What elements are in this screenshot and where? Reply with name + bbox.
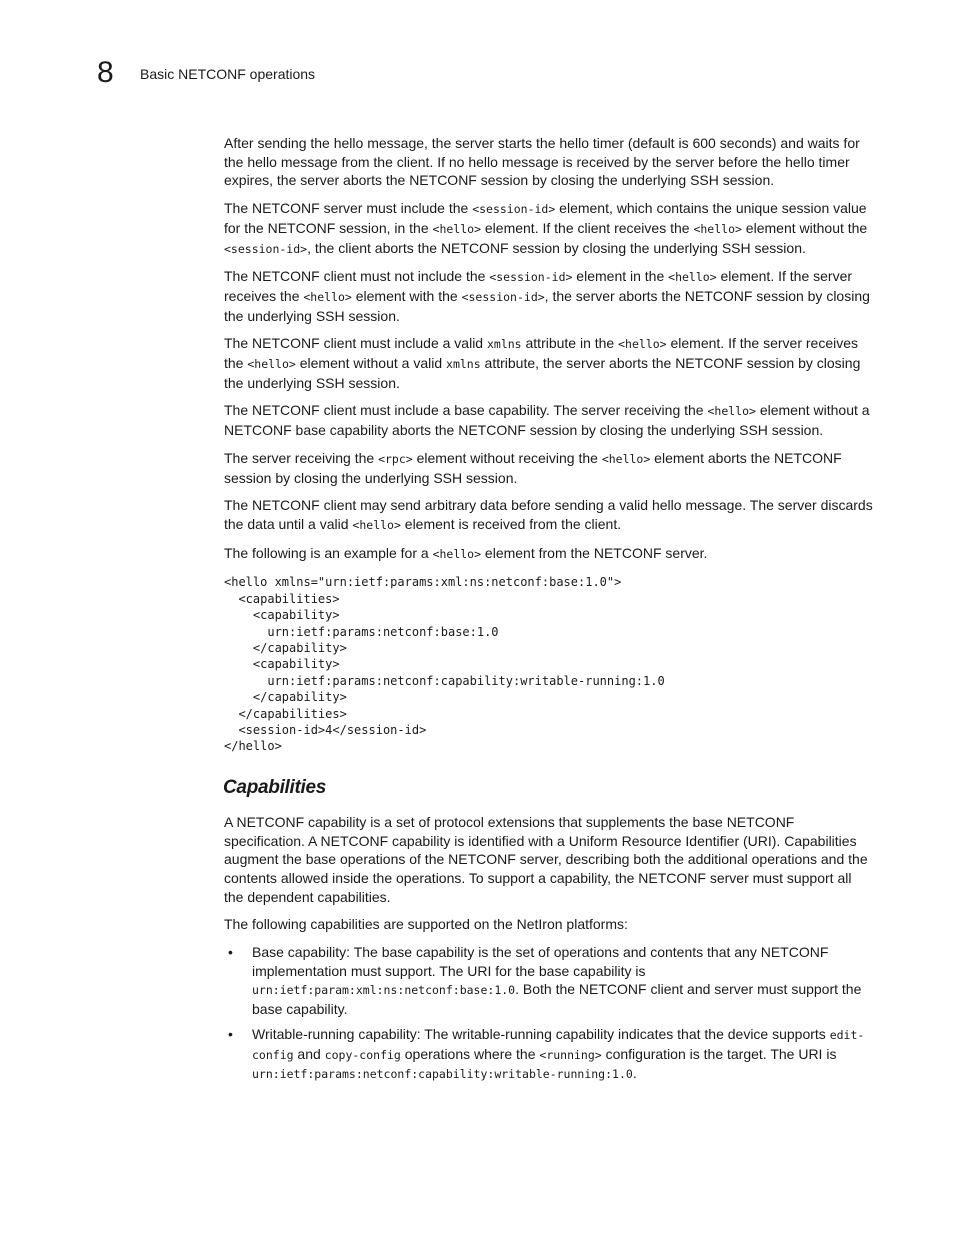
text-run: attribute in the	[521, 335, 619, 352]
hello-example-code-block	[224, 574, 874, 754]
body-paragraph	[224, 915, 874, 934]
page-header	[97, 56, 315, 90]
inline-code: <running>	[539, 1047, 602, 1062]
body-paragraph	[224, 199, 874, 258]
code-line: urn:ietf:params:netconf:base:1.0	[224, 624, 499, 639]
text-run: The NETCONF client must include a base capability. The server receiving the	[224, 402, 708, 419]
code-line: </hello>	[224, 739, 282, 754]
inline-code: <hello>	[432, 221, 481, 236]
text-run: element. If the server receives the	[224, 268, 853, 304]
code-line: <capability>	[224, 657, 340, 672]
capabilities-paragraphs	[224, 813, 874, 934]
inline-code: <hello>	[668, 270, 717, 285]
text-run: The NETCONF client may send arbitrary data before sending a valid hello message. The server discards the data until a valid	[224, 497, 873, 532]
text-run: .	[632, 1065, 637, 1082]
body-paragraph	[224, 544, 874, 564]
inline-code: <hello>	[247, 357, 296, 372]
main-content	[224, 134, 874, 1090]
inline-code: <hello>	[432, 546, 482, 561]
text-run: The following capabilities are supported on the NetIron platforms:	[224, 916, 628, 933]
body-paragraph	[224, 334, 874, 392]
text-run: , the server aborts the NETCONF session by closing the underlying SSH session.	[224, 287, 870, 324]
text-run: The NETCONF client must include a valid	[224, 335, 487, 352]
text-run: The following is an example for a	[224, 544, 433, 561]
body-paragraph	[224, 134, 874, 190]
inline-code: xmlns	[486, 337, 522, 352]
text-run: element in the	[572, 268, 669, 285]
inline-code: <hello>	[618, 337, 667, 352]
text-run: A NETCONF capability is a set of protocol extensions that supplements the base NETCONF specification. A NETCONF capability is identified with a Uniform Resource Identifier (URI). Capabilities augment the base operations of the NETCONF server, describing both the additional operations and the contents allowed inside the operations. To support a capability, the NETCONF server must support all the dependent capabilities.	[224, 813, 868, 905]
code-line: urn:ietf:params:netconf:capability:writable-running:1.0	[224, 673, 665, 688]
text-run: The NETCONF client must not include the	[224, 268, 490, 285]
code-line: </capability>	[224, 690, 347, 705]
text-run: element without the	[741, 219, 868, 236]
text-run: element, which contains the unique session value for the NETCONF session, in the	[224, 200, 867, 236]
body-paragraph	[224, 449, 874, 487]
inline-code: <hello>	[352, 517, 401, 532]
text-run: element. If the client receives the	[481, 219, 694, 236]
inline-code: urn:ietf:params:netconf:capability:writable-running:1.0	[252, 1067, 633, 1082]
text-run: , the client aborts the NETCONF session by closing the underlying SSH session.	[307, 239, 806, 256]
text-run: attribute, the server aborts the NETCONF session by closing the underlying SSH session.	[224, 355, 861, 391]
code-line: </capability>	[224, 640, 347, 655]
inline-code: <session-id>	[461, 289, 545, 304]
text-run: Base capability: The base capability is the set of operations and contents that any NETCONF implementation must support. The URI for the base capability is	[252, 944, 829, 979]
text-run: element with the	[351, 287, 462, 304]
inline-code: <session-id>	[489, 270, 573, 285]
text-run: element without receiving the	[412, 449, 602, 466]
inline-code: <session-id>	[472, 202, 556, 217]
inline-code: <session-id>	[224, 241, 308, 256]
list-item	[224, 943, 874, 1019]
body-paragraph	[224, 267, 874, 325]
text-run: Writable-running capability: The writable-running capability indicates that the device supports	[252, 1025, 830, 1042]
chapter-number: 8	[97, 56, 114, 89]
text-run: element without a valid	[295, 355, 447, 372]
section-heading-capabilities: Capabilities	[223, 776, 327, 798]
code-line: </capabilities>	[224, 706, 347, 721]
text-run: element without a NETCONF base capability aborts the NETCONF session by closing the underlying SSH session.	[224, 402, 870, 439]
code-line: <capabilities>	[224, 591, 340, 606]
inline-code: <rpc>	[378, 451, 413, 466]
text-run: element aborts the NETCONF session by closing the underlying SSH session.	[224, 449, 842, 486]
text-run: element. If the server receives the	[224, 335, 859, 372]
inline-code: <hello>	[693, 221, 742, 236]
code-line: <capability>	[224, 608, 340, 623]
inline-code: edit-config	[252, 1027, 865, 1062]
text-run: configuration is the target. The URI is	[601, 1045, 837, 1062]
inline-code: copy-config	[324, 1047, 401, 1062]
inline-code: urn:ietf:param:xml:ns:netconf:base:1.0	[252, 983, 516, 998]
inline-code: <hello>	[707, 404, 756, 419]
capabilities-list	[224, 943, 874, 1084]
text-run: . Both the NETCONF client and server must support the base capability.	[252, 981, 862, 1018]
inline-code: xmlns	[446, 357, 481, 372]
list-item	[224, 1025, 874, 1084]
body-paragraph	[224, 813, 874, 907]
inline-code: <hello>	[601, 451, 651, 466]
bullet-icon: •	[228, 944, 233, 961]
body-paragraph	[224, 401, 874, 439]
text-run: and	[293, 1045, 325, 1062]
inline-code: <hello>	[303, 289, 352, 304]
text-run: operations where the	[400, 1045, 540, 1062]
code-line: <hello xmlns="urn:ietf:params:xml:ns:netconf:base:1.0">	[224, 575, 622, 590]
text-run: The NETCONF server must include the	[224, 200, 473, 217]
body-paragraph	[224, 496, 874, 534]
text-run: element is received from the client.	[400, 515, 622, 532]
text-run: After sending the hello message, the server starts the hello timer (default is 600 seconds) and waits for the hello message from the client. If no hello message is received by the server before the hello timer expires, the server aborts the NETCONF session by closing the underlying SSH session.	[224, 135, 860, 189]
text-run: element from the NETCONF server.	[481, 544, 708, 561]
code-line: <session-id>4</session-id>	[224, 723, 427, 738]
bullet-icon: •	[228, 1025, 233, 1042]
intro-paragraphs	[224, 134, 874, 563]
text-run: The server receiving the	[224, 449, 379, 466]
chapter-title: Basic NETCONF operations	[140, 66, 316, 82]
